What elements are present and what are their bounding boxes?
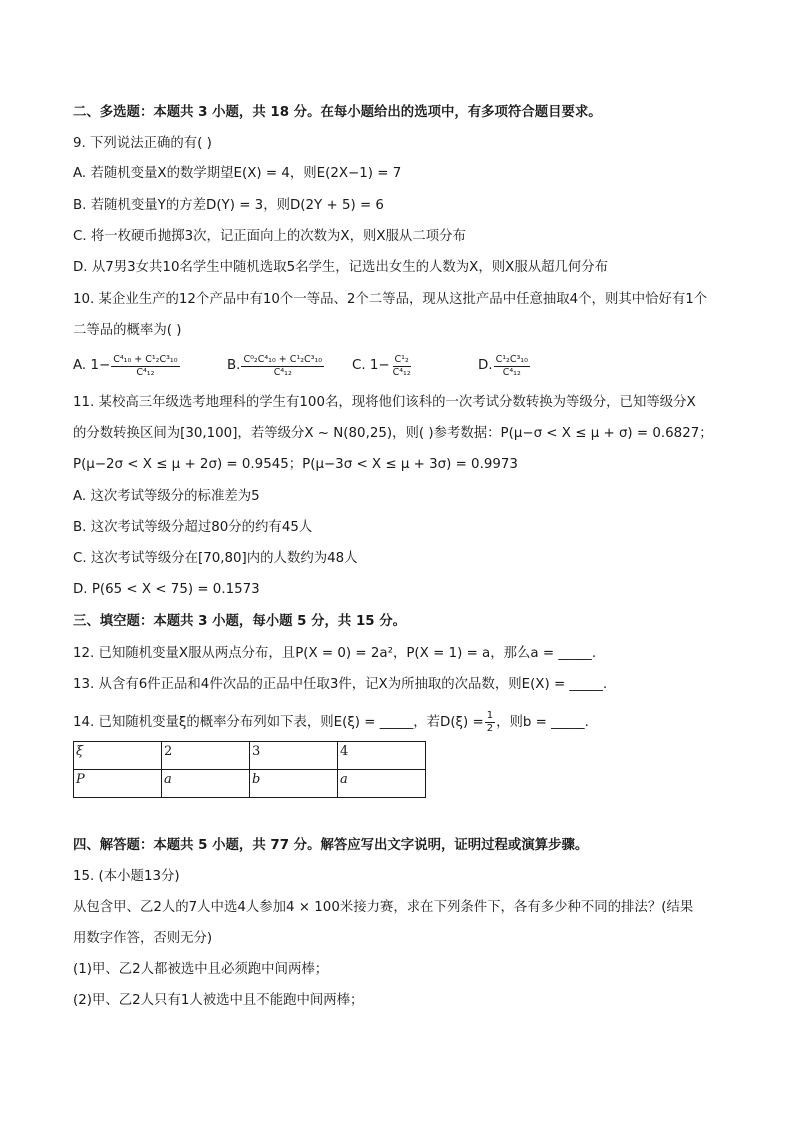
q10-option-c-numerator: C¹₂	[394, 354, 409, 365]
table-row	[74, 770, 426, 798]
q11-stem-line2: 的分数转换区间为[30,100]，若等级分X ~ N(80,25)，则( )参考数据：P(μ−σ < X ≤ μ + σ) = 0.6827；	[73, 426, 713, 441]
q10-option-d-denominator: C⁴₁₂	[502, 366, 521, 378]
q10-option-c-fraction	[391, 355, 413, 377]
q11-option-a: A. 这次考试等级分的标准差为5	[73, 489, 260, 504]
q13-text: 13. 从含有6件正品和4件次品的正品中任取3件，记X为所抽取的次品数，则E(X) = _____.	[73, 677, 608, 692]
q14-fraction-numerator: 1	[486, 710, 494, 721]
q11-stem-line1: 11. 某校高三年级选考地理科的学生有100名，现将他们该科的一次考试分数转换为等级分，已知等级分X	[73, 395, 696, 410]
q15-stem-line1: 从包含甲、乙2人的7人中选4人参加4 × 100米接力赛，求在下列条件下，各有多少种不同的排法？(结果	[73, 900, 694, 915]
q9-option-c: C. 将一枚硬币抛掷3次，记正面向上的次数为X，则X服从二项分布	[73, 229, 466, 244]
q10-option-b-numerator: C⁰₂C⁴₁₀ + C¹₂C³₁₀	[243, 354, 323, 365]
q11-option-d: D. P(65 < X < 75) = 0.1573	[73, 582, 260, 597]
q10-option-d-numerator: C¹₂C³₁₀	[495, 354, 528, 365]
q12-text: 12. 已知随机变量X服从两点分布，且P(X = 0) = 2a²，P(X = 1) = a，那么a = _____.	[73, 646, 597, 661]
table-cell: a	[338, 770, 426, 798]
q10-stem-line1: 10. 某企业生产的12个产品中有10个一等品、2个二等品，现从这批产品中任意抽取4个，则其中恰好有1个	[73, 292, 708, 307]
q10-option-b	[227, 355, 325, 377]
table-cell: a	[162, 770, 250, 798]
q9-option-d: D. 从7男3女共10名学生中随机选取5名学生，记选出女生的人数为X，则X服从超几何分布	[73, 260, 609, 275]
q10-option-a-label: A. 1−	[73, 358, 111, 373]
q9-option-a: A. 若随机变量X的数学期望E(X) = 4，则E(2X−1) = 7	[73, 166, 402, 181]
q10-option-b-denominator: C⁴₁₂	[273, 366, 292, 378]
q14-text	[73, 711, 589, 734]
q15-part1: (1)甲、乙2人都被选中且必须跑中间两棒；	[73, 962, 329, 977]
table-cell: ξ	[74, 742, 162, 770]
q10-option-a-denominator: C⁴₁₂	[136, 366, 155, 378]
q10-option-d-fraction	[494, 355, 530, 377]
q10-option-c	[352, 355, 414, 377]
section3-header: 三、填空题：本题共 3 小题，每小题 5 分，共 15 分。	[73, 614, 407, 629]
q10-option-a-fraction	[111, 355, 179, 377]
table-cell: b	[250, 770, 338, 798]
q10-option-c-label: C. 1−	[352, 358, 390, 373]
q15-stem-line2: 用数字作答，否则无分)	[73, 931, 213, 946]
q11-option-b: B. 这次考试等级分超过80分的约有45人	[73, 520, 313, 535]
q9-stem: 9. 下列说法正确的有( )	[73, 136, 212, 151]
q11-stem-line3: P(μ−2σ < X ≤ μ + 2σ) = 0.9545；P(μ−3σ < X ≤ μ + 3σ) = 0.9973	[73, 457, 518, 472]
q14-text-part-b: ，则b = _____.	[496, 714, 589, 730]
section4-header: 四、解答题：本题共 5 小题，共 77 分。解答应写出文字说明，证明过程或演算步骤。	[73, 838, 589, 853]
table-cell: 2	[162, 742, 250, 770]
q11-option-c: C. 这次考试等级分在[70,80]内的人数约为48人	[73, 551, 358, 566]
q10-option-d-label: D.	[478, 358, 493, 373]
q14-variance-fraction	[485, 711, 495, 734]
section2-header: 二、多选题：本题共 3 小题，共 18 分。在每小题给出的选项中，有多项符合题目要求。	[73, 105, 602, 120]
table-cell: 4	[338, 742, 426, 770]
table-cell: 3	[250, 742, 338, 770]
q10-option-c-denominator: C⁴₁₂	[392, 366, 411, 378]
table-cell: P	[74, 770, 162, 798]
q14-distribution-table	[73, 741, 426, 798]
table-row	[74, 742, 426, 770]
q15-title: 15. (本小题13分)	[73, 869, 180, 884]
q10-option-a-numerator: C⁴₁₀ + C¹₂C³₁₀	[113, 354, 178, 365]
q14-text-part-a: 14. 已知随机变量ξ的概率分布列如下表，则E(ξ) = _____，若D(ξ) =	[73, 714, 484, 730]
q10-option-d	[478, 355, 531, 377]
q10-stem-line2: 二等品的概率为( )	[73, 323, 182, 338]
q10-option-a	[73, 355, 181, 377]
q9-option-b: B. 若随机变量Y的方差D(Y) = 3，则D(2Y + 5) = 6	[73, 198, 384, 213]
q14-fraction-denominator: 2	[486, 723, 494, 734]
q15-part2: (2)甲、乙2人只有1人被选中且不能跑中间两棒；	[73, 993, 364, 1008]
q10-option-b-label: B.	[227, 358, 241, 373]
q10-option-b-fraction	[241, 355, 324, 377]
